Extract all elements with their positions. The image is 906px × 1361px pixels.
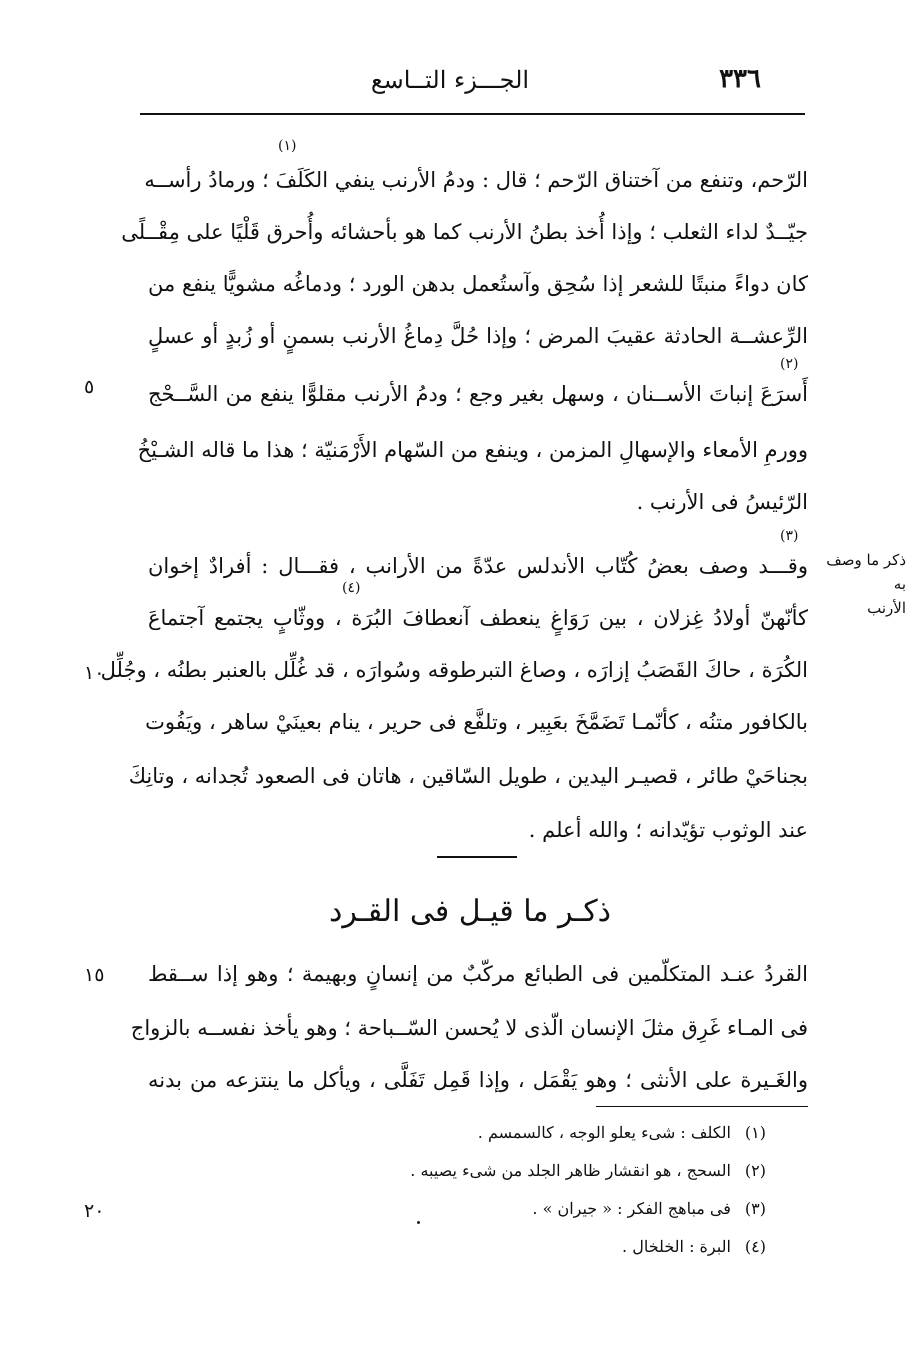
footnote-number: (٤) (744, 1237, 766, 1256)
line-number: ٥ (84, 376, 95, 398)
text-line: القردُ عنـد المتكلّمين فى الطبائع مركّبٌ من إنسانٍ وبهيمة ؛ وهو إذا ســقط (148, 962, 808, 986)
footnote-text: البرة : الخلخال . (622, 1237, 731, 1256)
footnote (266, 1196, 766, 1222)
text-line: وقـــد وصف بعضُ كُتّاب الأندلس عدّةً من الأرانب ، فقـــال : أفرادٌ إخوان (148, 554, 808, 578)
footnote-marker: (١) (278, 138, 297, 154)
footnote-text: الكلف : شىء يعلو الوجه ، كالسمسم . (477, 1123, 731, 1142)
text-line: فى المـاء غَرِق مثلَ الإنسان الّذى لا يُحسن السّــباحة ؛ وهو يأخذ نفســه بالزواج (130, 1016, 808, 1040)
footnote (266, 1158, 766, 1184)
text-line: كان دواءً منبتًا للشعر إذا سُحِق وآستُعمل بدهن الورد ؛ ودماغُه مشويًّا ينفع من (148, 272, 809, 296)
section-divider (437, 856, 517, 858)
text-line: الرّئيسُ فى الأرنب . (636, 490, 808, 514)
ink-speck (417, 1221, 420, 1224)
text-line: والغَـيرة على الأنثى ؛ وهو يَقْمَل ، وإذا قَمِل تَفَلَّى ، ويأكل ما ينتزعه من بدنه (148, 1068, 808, 1092)
text-line: الكُرَة ، حاكَ القَصَبُ إزارَه ، وصاغ التبرطوقه وسُوارَه ، قد غُلِّل بالعنبر بطنُه ، وجُلِّل (100, 658, 808, 682)
footnote-marker: (٢) (780, 356, 799, 372)
section-heading: ذكـر ما قيـل فى القـرد (329, 894, 611, 929)
footnote-text: السحج ، هو انقشار ظاهر الجلد من شىء يصيبه . (410, 1161, 731, 1180)
line-number: ٢٠ (84, 1200, 105, 1222)
text-line: عند الوثوب تؤيّدانه ؛ والله أعلم . (528, 818, 808, 842)
text-line: أَسرَعَ إنباتَ الأســنان ، وسهل بغير وجع ؛ ودمُ الأرنب مقلوًّا ينفع من السَّــحْج (148, 382, 808, 406)
footnote-marker: (٤) (342, 580, 361, 596)
footnote-rule (596, 1106, 808, 1107)
text-line: وورمِ الأمعاء والإسهالِ المزمن ، وينفع من السّهام الأَرْمَنيّة ؛ هذا ما قاله الشـيْخُ (137, 438, 808, 462)
margin-note-line: الأرنب (867, 599, 906, 617)
margin-note (812, 548, 906, 620)
text-line: الرّحم، وتنفع من آختناق الرّحم ؛ قال : ودمُ الأرنب ينفي الكَلَفَ ؛ ورمادُ رأســه (144, 168, 808, 192)
line-number: ١٠ (84, 662, 105, 684)
header-rule (140, 113, 805, 115)
footnote-text: فى مباهج الفكر : « جيران » . (532, 1199, 731, 1218)
text-line: بجناحَيْ طائر ، قصيـر اليدين ، طويل السّاقين ، هاتان فى الصعود تُجدانه ، وتانِكَ (128, 764, 808, 788)
footnote-marker: (٣) (780, 528, 799, 544)
running-head-title: الجـــزء التــاسع (370, 66, 530, 94)
text-line: الرِّعشــة الحادثة عقيبَ المرض ؛ وإذا حُلَّ دِماغُ الأرنب بسمنٍ أو زُبدٍ أو عسلٍ (148, 324, 808, 348)
line-number: ١٥ (84, 964, 105, 986)
margin-note-line: ذكر ما وصف به (826, 551, 906, 593)
page-number: ٣٣٦ (719, 64, 761, 94)
footnote (266, 1120, 766, 1146)
text-line: كأنّهنّ أولادُ غِزلان ، بين رَوَاغٍ ينعطف آنعطافَ البُرَة ، ووثّابٍ يجتمع آجتماعَ (148, 606, 808, 630)
footnote-number: (٢) (744, 1161, 766, 1180)
footnote (266, 1234, 766, 1260)
footnote-number: (٣) (744, 1199, 766, 1218)
footnote-number: (١) (744, 1123, 766, 1142)
text-line: جيّــدٌ لداء الثعلب ؛ وإذا أُخذ بطنُ الأرنب كما هو بأحشائه وأُحرق قَلْيًا على مِقْــلًى (121, 220, 808, 244)
text-line: بالكافور متنُه ، كأنّمـا تَضَمَّخَ بعَبِير ، وتلفَّع فى حرير ، ينام بعينَيْ ساهر ، ويَفُوت (145, 710, 808, 734)
